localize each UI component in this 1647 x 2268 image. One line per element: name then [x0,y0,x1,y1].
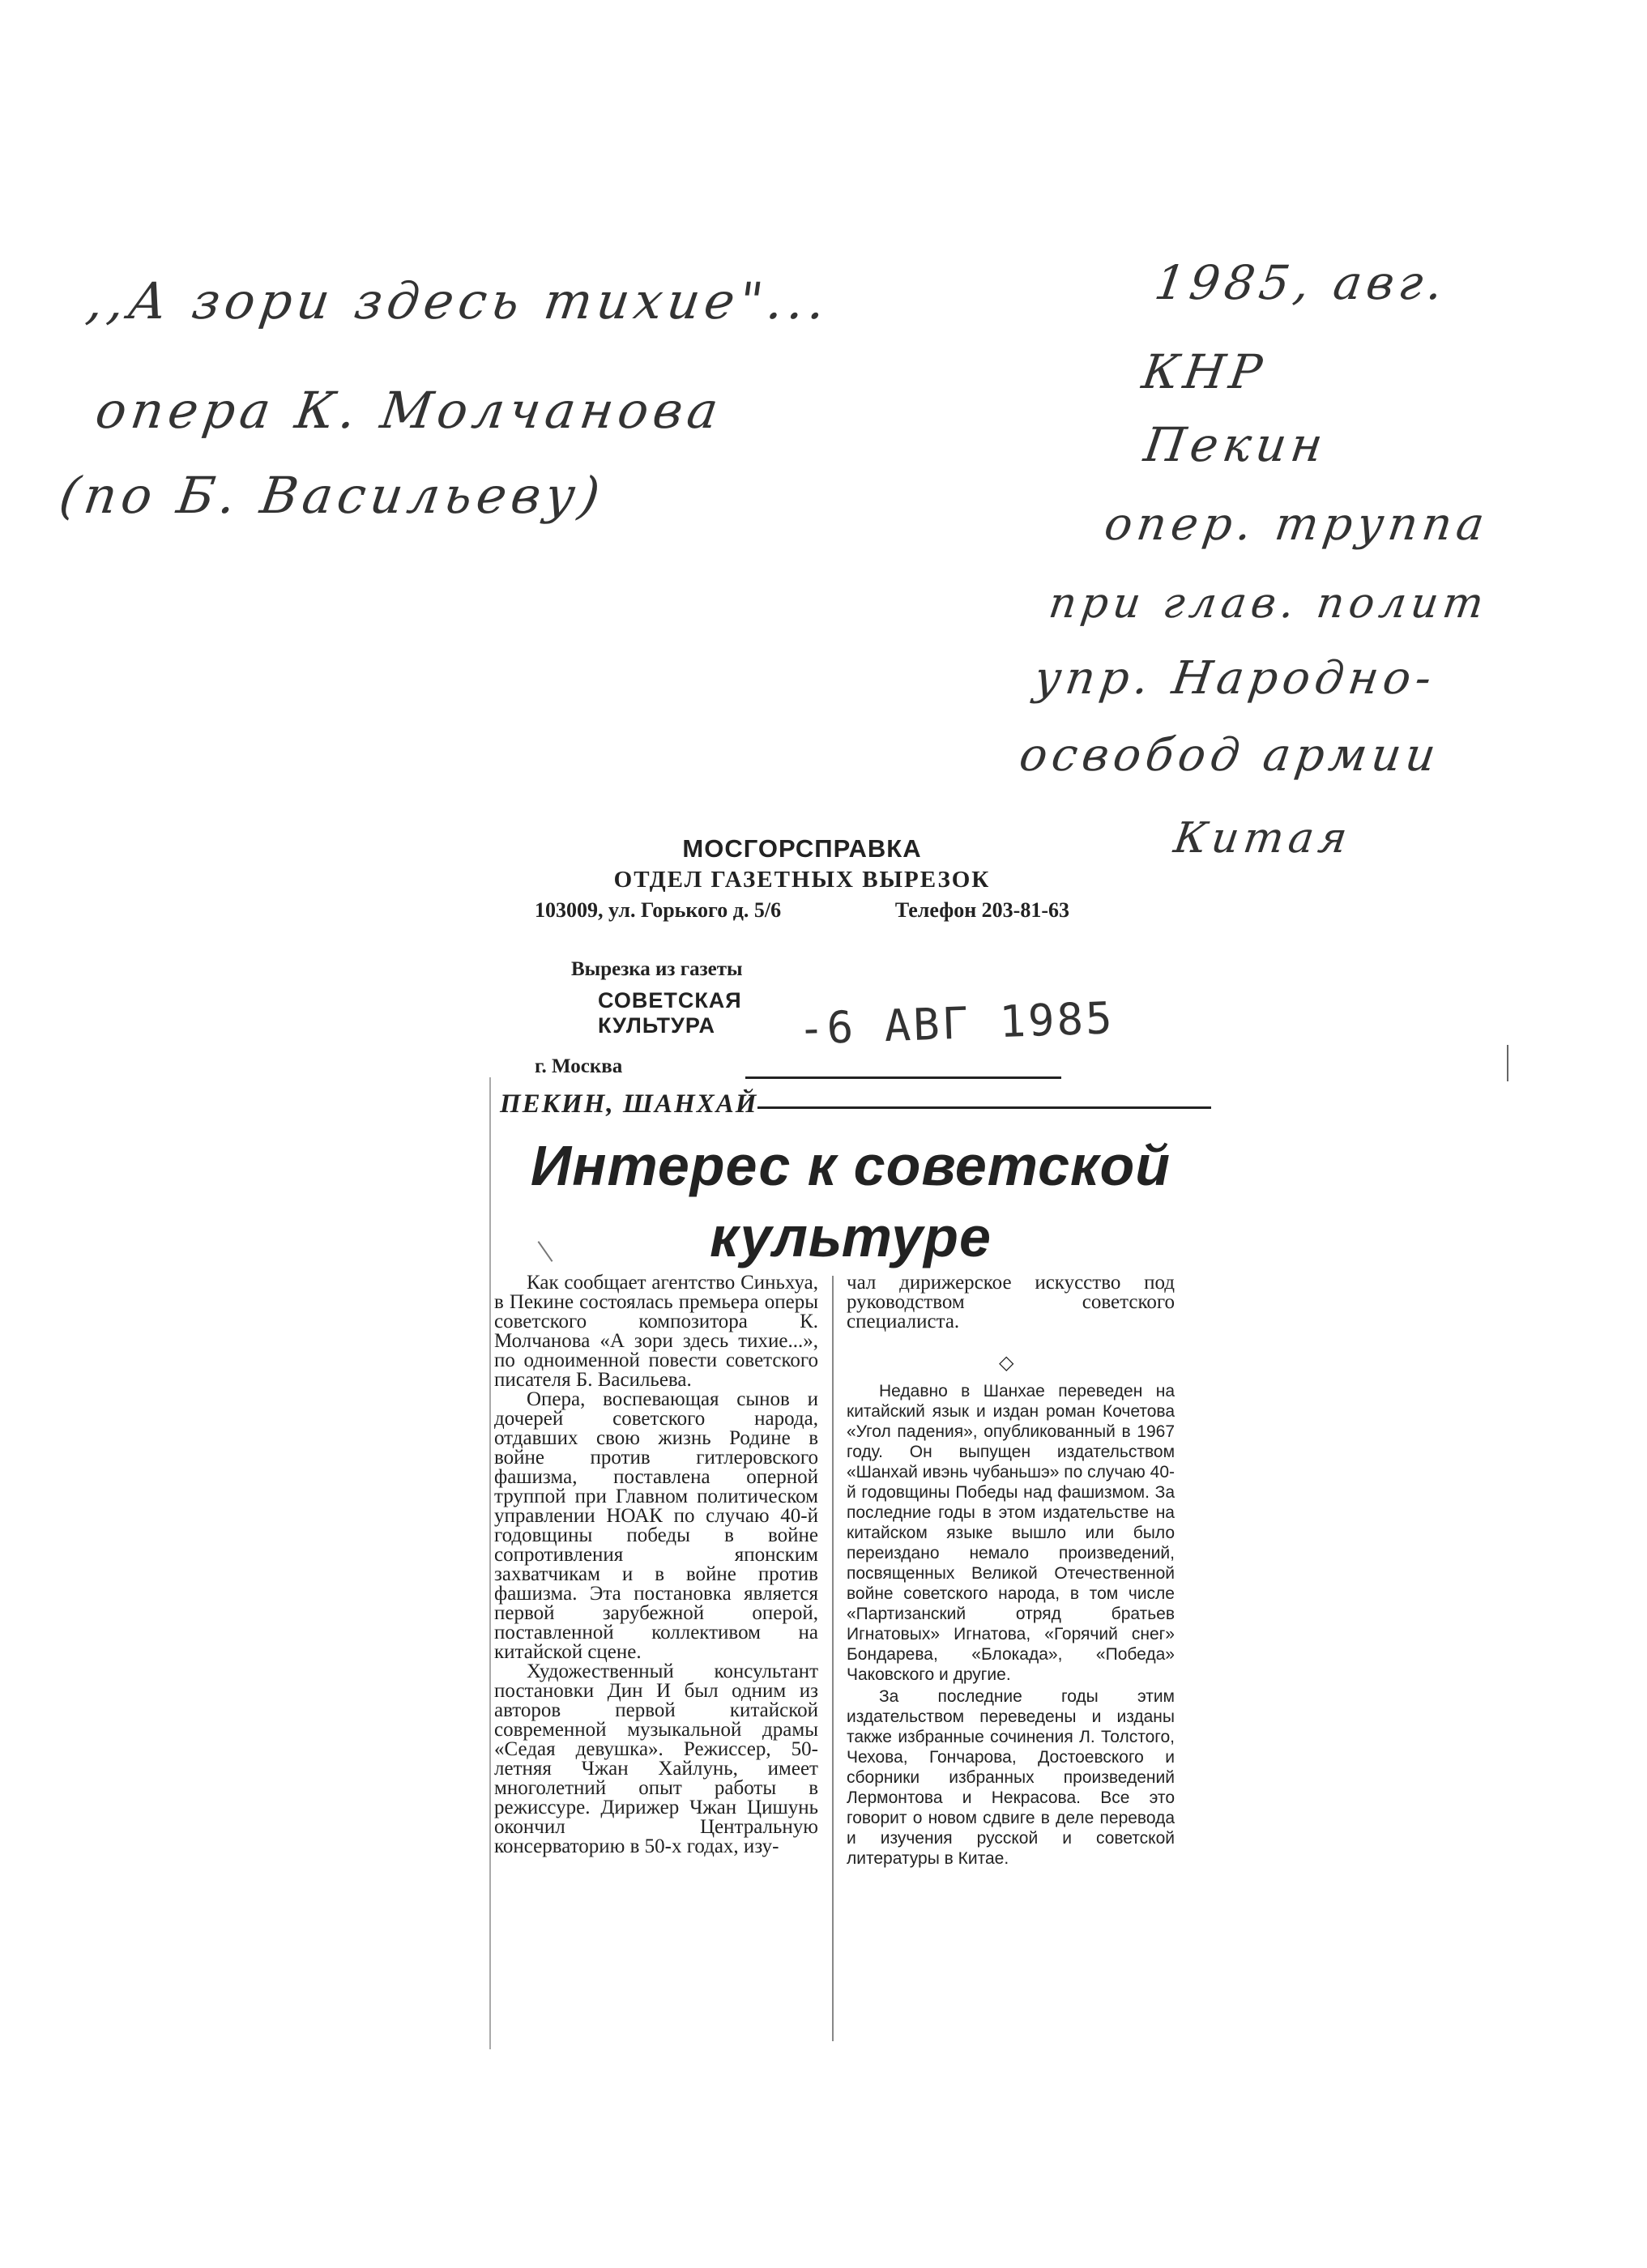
newspaper-name-line: КУЛЬТУРА [598,1013,715,1038]
paragraph: чал дирижерское искусство под руководством советского специалиста. [847,1272,1175,1332]
newspaper-name [598,988,742,1038]
scan-mark [1507,1045,1508,1081]
city-label: г. Москва [535,1055,623,1077]
handwritten-line: 1985, авг. [1151,255,1452,310]
address: 103009, ул. Горького д. 5/6 [535,898,782,922]
headline-line: Интерес к советской [530,1134,1171,1197]
newspaper-name-line: СОВЕТСКАЯ [598,988,742,1013]
agency-name: МОСГОРСПРАВКА [682,834,922,863]
department-name: ОТДЕЛ ГАЗЕТНЫХ ВЫРЕЗОК [613,867,991,893]
handwritten-line: ,,А зори здесь тихие"... [83,271,834,330]
paragraph: Как сообщает агентство Синьхуа, в Пекине состоялась премьера оперы советского композитора К. Молчанова «А зори здесь тихие...», по одноименной повести советского писателя Б. Васильева. [494,1272,818,1391]
article-rubric: ПЕКИН, ШАНХАЙ [500,1089,758,1119]
contact-line [535,898,1069,923]
paragraph: Опера, воспевающая сынов и дочерей советского народа, отдавших свою жизнь Родине в войне против гитлеровского фашизма, поставлена оперной труппой при Главном политическом управлении НОАК по случаю 40-й годовщины победы в войне сопротивления японским захватчикам и в войне против фашизма. Эта постановка является первой зарубежной оперой, поставленной коллективом на китайской сцене. [494,1388,818,1663]
paragraph: За последние годы этим издательством переведены и изданы также избранные сочинения Л. Толстого, Чехова, Гончарова, Достоевского и сборники избранных произведений Лермонтова и Некрасова. Все это говорит о новом сдвиге в деле перевода и изучения русской и советской литературы в Китае. [847,1687,1175,1868]
divider [745,1076,1061,1079]
handwritten-line: опера К. Молчанова [92,381,727,440]
headline-line: культуре [710,1205,992,1268]
clipping-label: Вырезка из газеты [571,958,743,980]
article-column-1 [494,1273,818,1857]
paragraph: Художественный консультант постановки Дин И был одним из авторов первой китайской современной музыкальной драмы «Седая девушка». Режиссер, 50-летняя Чжан Хайлунь, имеет многолетний опыт работы в режиссуре. Дирижер Чжан Цишунь окончил Центральную консерваторию в 50-х годах, изу- [494,1660,818,1857]
date-stamp: -6 АВГ 1985 [797,992,1116,1055]
clipping-bureau-header [535,834,1069,923]
separator-diamond: ◇ [999,1353,1014,1374]
handwritten-line: освобод армии [1016,729,1444,782]
handwritten-line: опер. труппа [1101,498,1492,551]
rubric-rule [757,1106,1211,1109]
handwritten-line: КНР [1138,344,1270,399]
column-divider [832,1276,834,2041]
paragraph: Недавно в Шанхае переведен на китайский язык и издан роман Кочетова «Угол падения», опубликованный в 1967 году. Он выпущен издательством «Шанхай ивэнь чубаньшэ» по случаю 40-й годовщины Победы над фашизмом. За последние годы в этом издательстве на китайском языке вышло или было переиздано немало произведений, посвященных Великой Отечественной войне советского народа, в том числе «Партизанский отряд братьев Игнатовых» Игнатова, «Горячий снег» Бондарева, «Блокада», «Победа» Чаковского и другие. [847,1382,1175,1684]
handwritten-line: упр. Народно- [1030,652,1440,705]
handwritten-line: при глав. полит [1046,579,1491,628]
handwritten-line: Пекин [1141,417,1331,472]
phone: Телефон 203-81-63 [894,898,1069,922]
article-headline [486,1130,1215,1273]
article-column-2-second-item [847,1381,1175,1869]
article-column-2-continuation [847,1273,1175,1332]
handwritten-line: Китая [1171,814,1355,863]
handwritten-line: (по Б. Васильеву) [55,466,608,525]
